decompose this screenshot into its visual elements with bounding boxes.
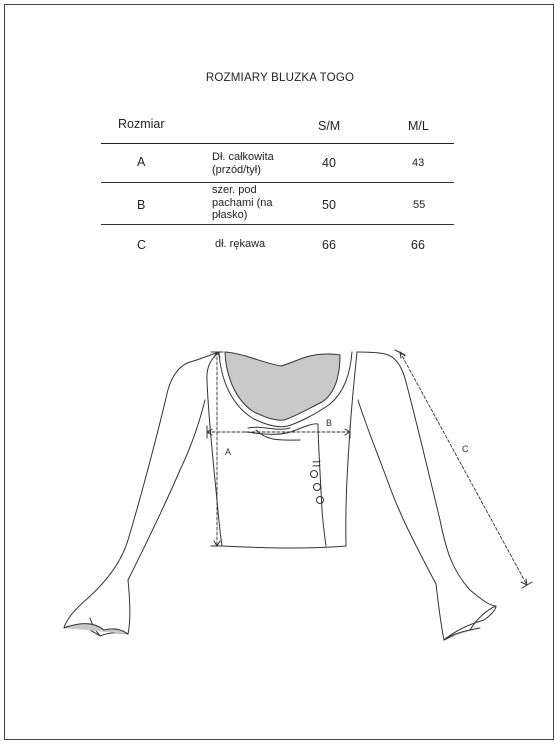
left-sleeve (64, 362, 205, 636)
label-b: B (326, 418, 333, 428)
row-value-sm: 40 (322, 156, 336, 170)
row-code: C (137, 238, 147, 252)
row-value-ml: 43 (412, 157, 425, 169)
header-size-sm: S/M (318, 119, 341, 133)
measure-c-line (400, 352, 527, 585)
row-code: A (137, 155, 146, 169)
label-a: A (225, 447, 232, 457)
button-1 (311, 471, 318, 478)
page-title: ROZMIARY BLUZKA TOGO (205, 72, 355, 84)
header-size-label: Rozmiar (118, 117, 165, 131)
row-name: szer. pod pachami (na płasko) (212, 184, 273, 221)
row-value-ml: 66 (411, 238, 425, 252)
header-size-ml: M/L (408, 119, 429, 133)
label-c: C (462, 444, 469, 454)
button-2 (314, 484, 321, 491)
right-sleeve (358, 354, 496, 640)
row-name: Dł. całkowita (przód/tył) (212, 151, 274, 176)
row-value-sm: 66 (322, 238, 336, 252)
button-3 (317, 497, 324, 504)
row-name: dł. rękawa (215, 238, 266, 250)
row-code: B (137, 198, 146, 212)
row-value-sm: 50 (322, 198, 336, 212)
row-value-ml: 55 (413, 199, 426, 211)
